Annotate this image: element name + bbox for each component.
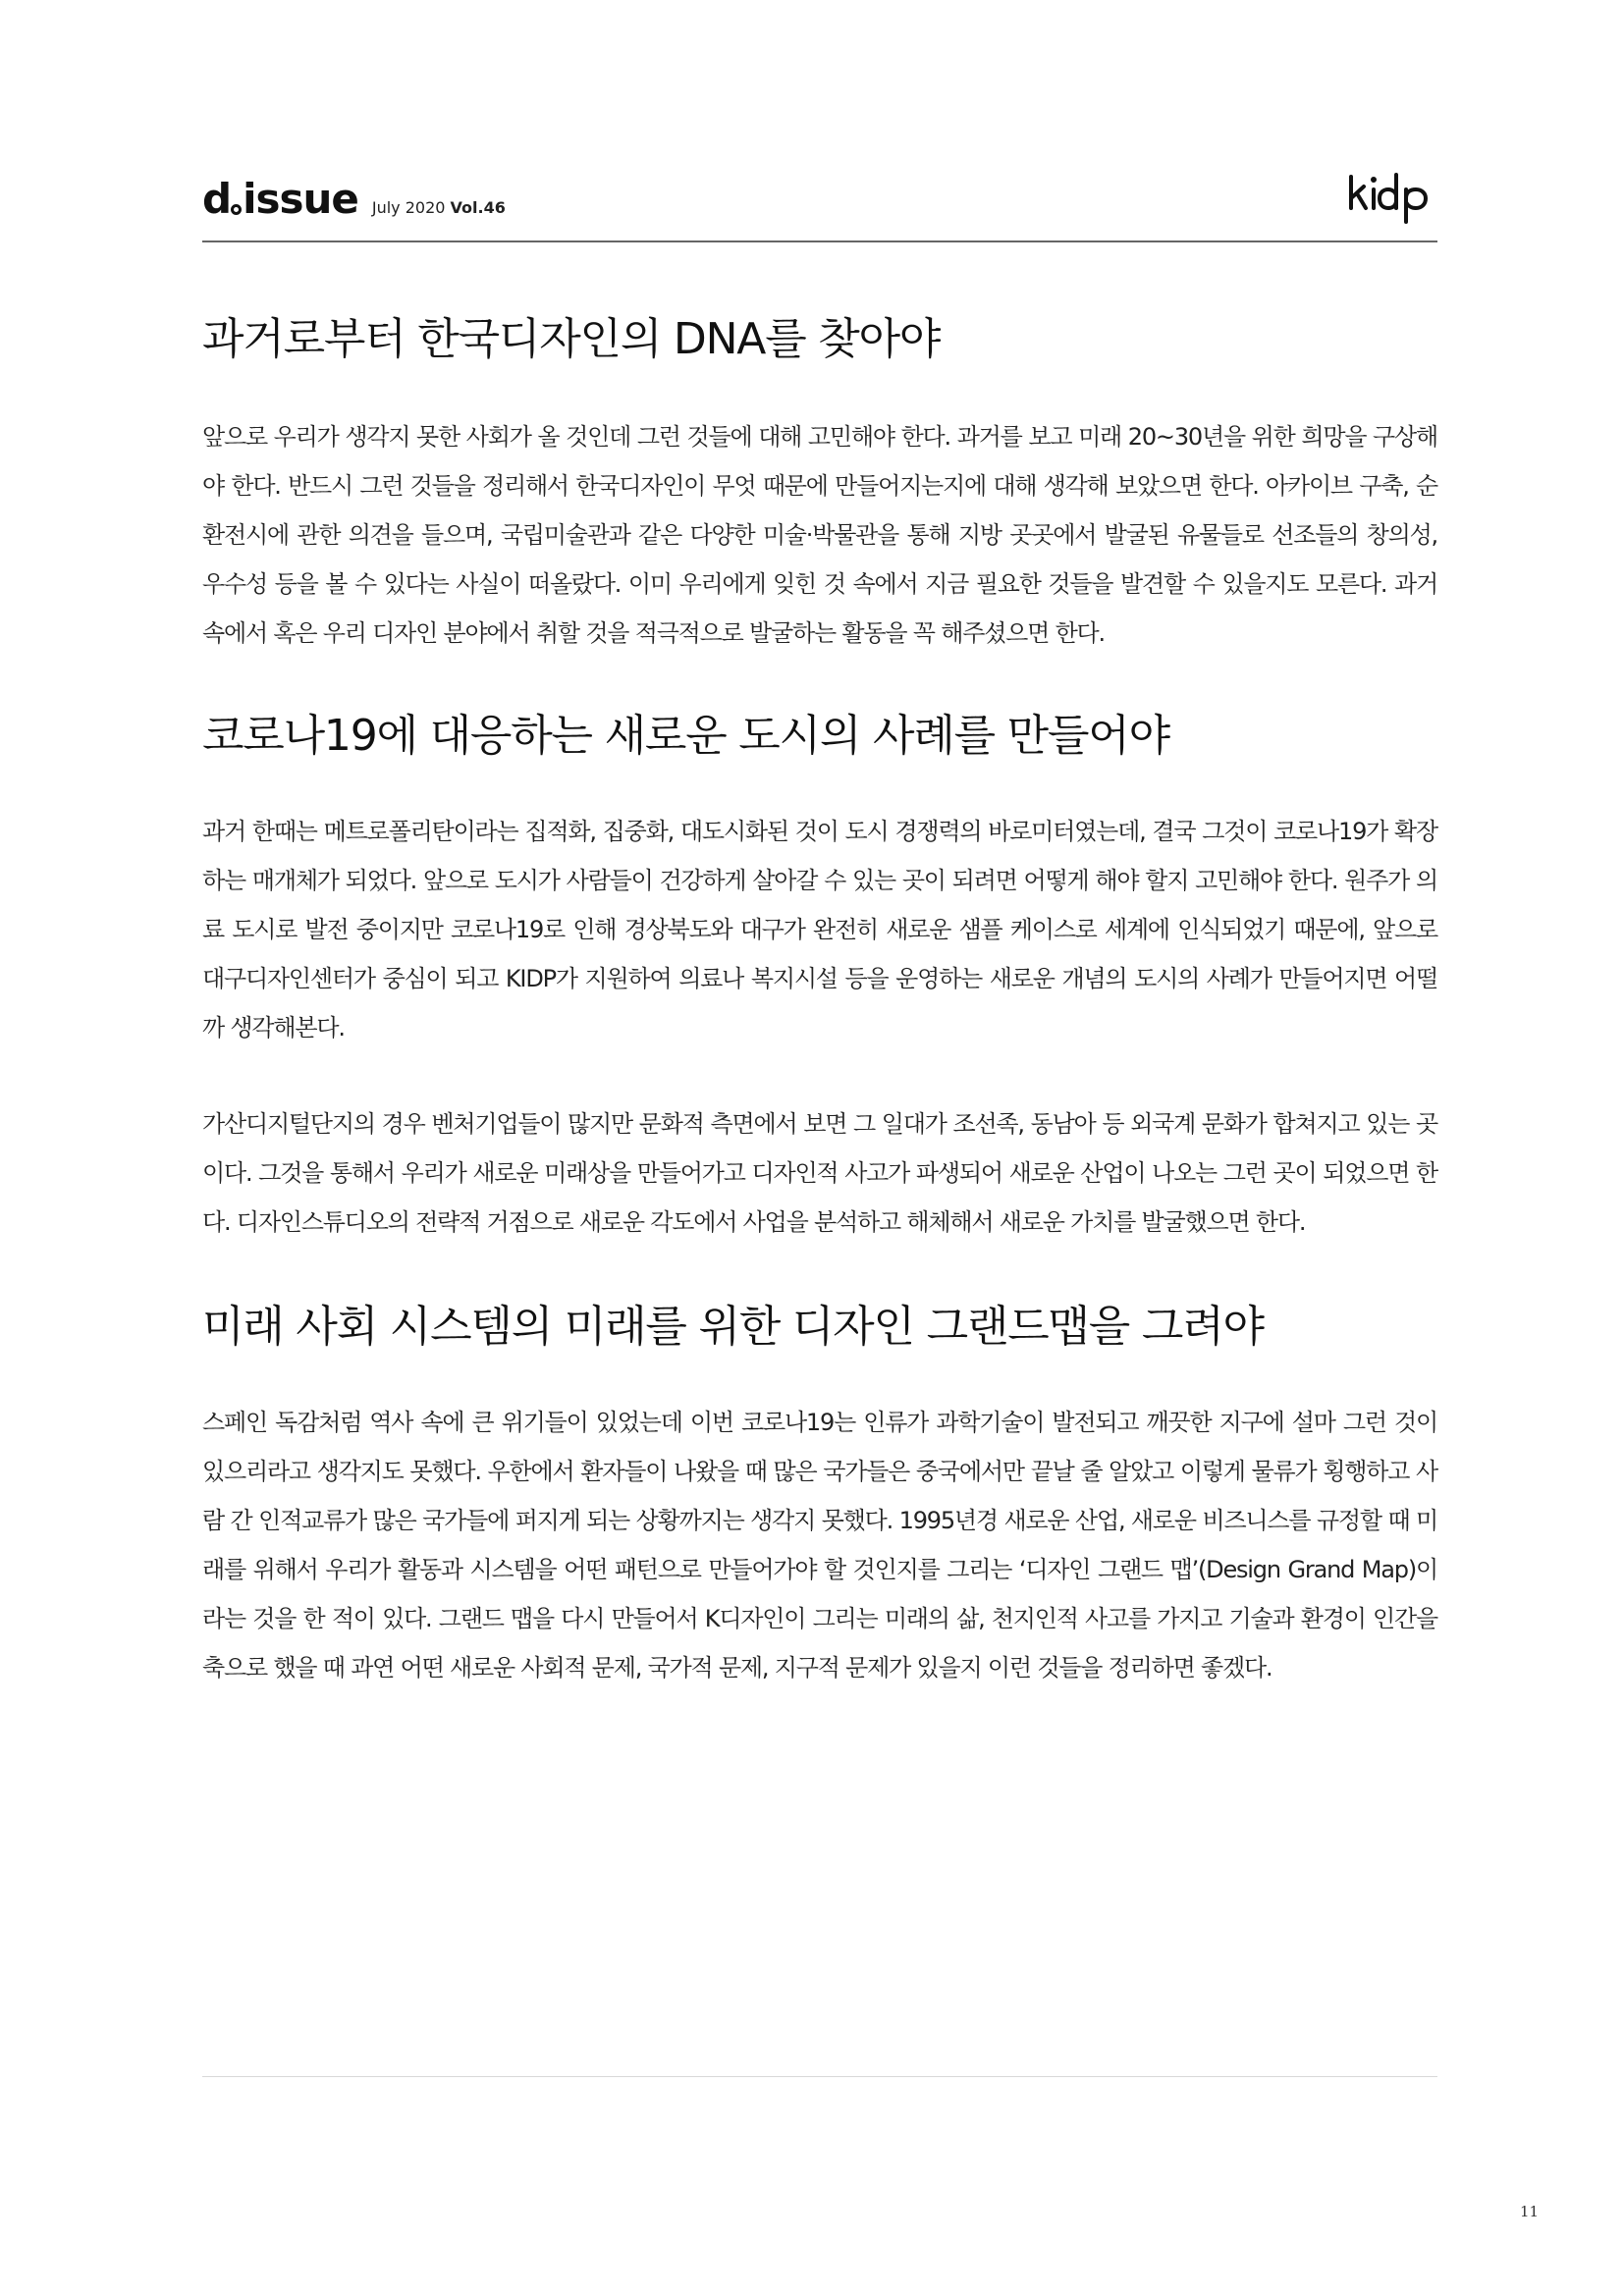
section-2-title: 코로나19에 대응하는 새로운 도시의 사례를 만들어야 (202, 711, 1169, 761)
section-1-paragraph: 앞으로 우리가 생각지 못한 사회가 올 것인데 그런 것들에 대해 고민해야 한다. 과거를 보고 미래 20~30년을 위한 희망을 구상해야 한다. 반드시 그런 것들을 정리해서 한국디자인이 무엇 때문에 만들어지는지에 대해 생각해 보았으면 한다. 아카이브 구축, 순환전시에 관한 의견을 들으며, 국립미술관과 같은 다양한 미술·박물관을 통해 지방 곳곳에서 발굴된 유물들로 선조들의 창의성, 우수성 등을 볼 수 있다는 사실이 떠올랐다. 이미 우리에게 잊힌 것 속에서 지금 필요한 것들을 발견할 수 있을지도 모른다. 과거 속에서 혹은 우리 디자인 분야에서 취할 것을 적극적으로 발굴하는 활동을 꼭 해주셨으면 한다. (202, 423, 1437, 647)
article-body (202, 312, 1437, 1692)
kidp-logo-text (1437, 171, 1438, 172)
page-number: 11 (1520, 2203, 1540, 2220)
section-1-title: 과거로부터 한국디자인의 DNA를 찾아야 (202, 314, 941, 364)
section-3-paragraph: 스페인 독감처럼 역사 속에 큰 위기들이 있었는데 이번 코로나19는 인류가 과학기술이 발전되고 깨끗한 지구에 설마 그런 것이 있으리라고 생각지도 못했다. 우한에서 환자들이 나왔을 때 많은 국가들은 중국에서만 끝날 줄 알았고 이렇게 물류가 횡행하고 사람 간 인적교류가 많은 국가들에 퍼지게 되는 상황까지는 생각지 못했다. 1995년경 새로운 산업, 새로운 비즈니스를 규정할 때 미래를 위해서 우리가 활동과 시스템을 어떤 패턴으로 만들어가야 할 것인지를 그리는 ‘디자인 그랜드 맵’(Design Grand Map)이라는 것을 한 적이 있다. 그랜드 맵을 다시 만들어서 K디자인이 그리는 미래의 삶, 천지인적 사고를 가지고 기술과 환경이 인간을 축으로 했을 때 과연 어떤 새로운 사회적 문제, 국가적 문제, 지구적 문제가 있을지 이런 것들을 정리하면 좋겠다. (202, 1409, 1437, 1682)
dissue-logo: d issue (202, 175, 358, 223)
section-2-paragraph-2: 가산디지털단지의 경우 벤처기업들이 많지만 문화적 측면에서 보면 그 일대가 조선족, 동남아 등 외국계 문화가 합쳐지고 있는 곳이다. 그것을 통해서 우리가 새로운 미래상을 만들어가고 디자인적 사고가 파생되어 새로운 산업이 나오는 그런 곳이 되었으면 한다. 디자인스튜디오의 전략적 거점으로 새로운 각도에서 사업을 분석하고 해체해서 새로운 가치를 발굴했으면 한다. (202, 1110, 1437, 1236)
section-3-title: 미래 사회 시스템의 미래를 위한 디자인 그랜드맵을 그려야 (202, 1302, 1264, 1352)
issue-date: July 2020 Vol.46 (371, 198, 506, 217)
kidp-logo (1347, 171, 1437, 230)
logo-dot-icon (231, 204, 242, 215)
header-divider (202, 240, 1437, 242)
publication-brand (202, 175, 506, 223)
section-2-paragraph-1: 과거 한때는 메트로폴리탄이라는 집적화, 집중화, 대도시화된 것이 도시 경쟁력의 바로미터였는데, 결국 그것이 코로나19가 확장하는 매개체가 되었다. 앞으로 도시가 사람들이 건강하게 살아갈 수 있는 곳이 되려면 어떻게 해야 할지 고민해야 한다. 원주가 의료 도시로 발전 중이지만 코로나19로 인해 경상북도와 대구가 완전히 새로운 샘플 케이스로 세계에 인식되었기 때문에, 앞으로 대구디자인센터가 중심이 되고 KIDP가 지원하여 의료나 복지시설 등을 운영하는 새로운 개념의 도시의 사례가 만들어지면 어떨까 생각해본다. (202, 818, 1437, 1041)
kidp-logo-icon (1347, 171, 1437, 226)
page-header (202, 165, 1437, 241)
footer-divider (202, 2076, 1437, 2077)
